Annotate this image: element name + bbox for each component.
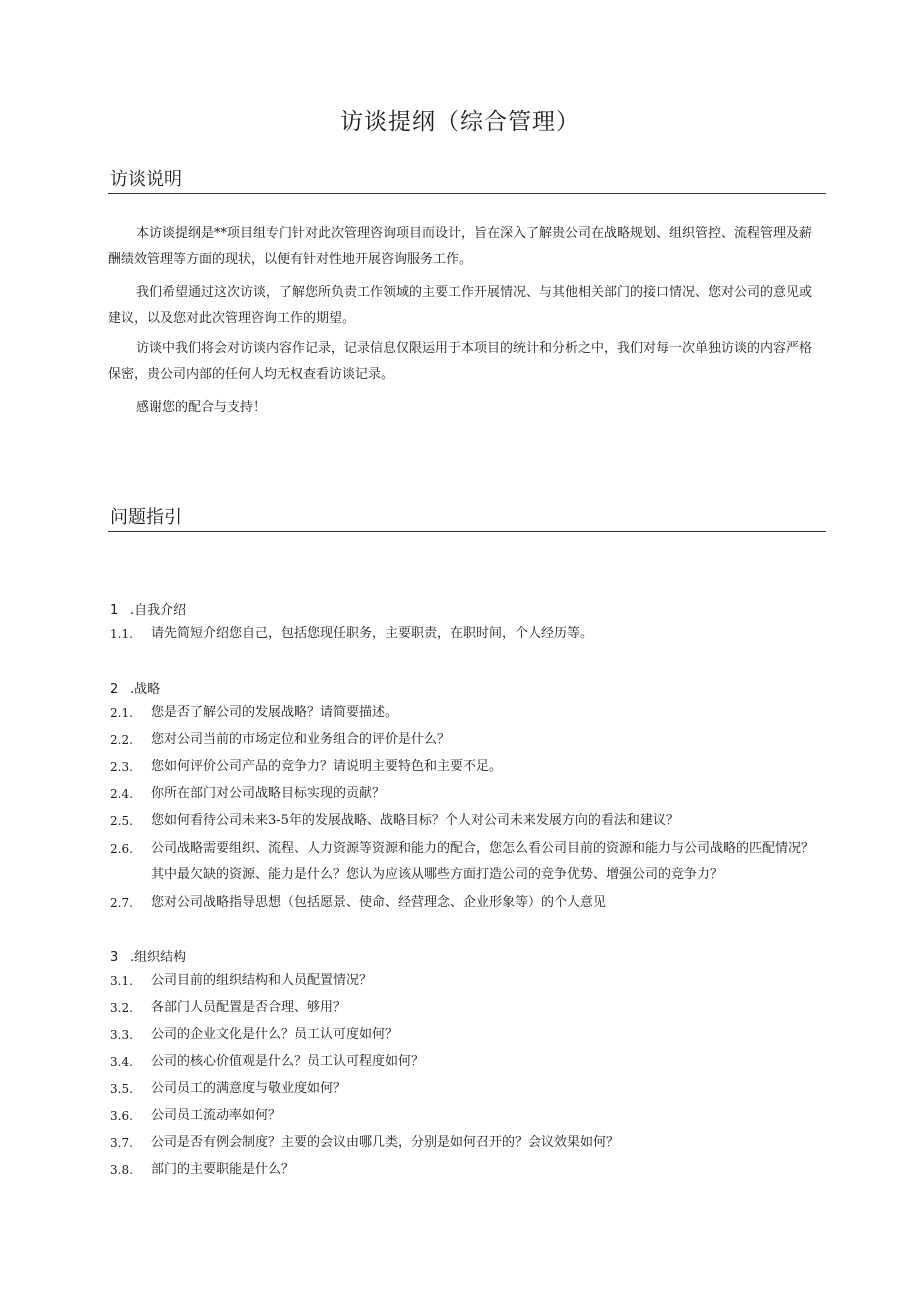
question-number: 3.1. bbox=[110, 974, 133, 988]
question-text: 公司目前的组织结构和人员配置情况？ bbox=[151, 973, 373, 988]
section-heading-question-guide: 问题指引 bbox=[108, 506, 826, 532]
intro-paragraph: 访谈中我们将会对访谈内容作记录，记录信息仅限运用于本项目的统计和分析之中，我们对每一次单独访谈的内容严格保密，贵公司内部的任何人均无权查看访谈记录。 bbox=[108, 341, 813, 382]
question-text: 各部门人员配置是否合理、够用？ bbox=[151, 1000, 347, 1015]
question-item bbox=[110, 890, 824, 916]
question-item bbox=[110, 995, 824, 1021]
question-number: 1.1. bbox=[110, 627, 133, 641]
question-number: 3.2. bbox=[110, 1001, 133, 1015]
question-text: 您如何看待公司未来3-5年的发展战略、战略目标？个人对公司未来发展方向的看法和建议？ bbox=[151, 813, 679, 828]
question-text: 部门的主要职能是什么？ bbox=[151, 1162, 295, 1177]
group-number: 3 bbox=[110, 950, 119, 965]
question-number: 3.8. bbox=[110, 1163, 133, 1177]
question-number: 3.7. bbox=[110, 1136, 133, 1150]
question-text: 公司员工的满意度与敬业度如何？ bbox=[151, 1081, 347, 1096]
question-text: 请先简短介绍您自己，包括您现任职务，主要职责，在职时间，个人经历等。 bbox=[151, 626, 594, 641]
intro-paragraph: 本访谈提纲是**项目组专门针对此次管理咨询项目而设计，旨在深入了解贵公司在战略规划、组织管控、流程管理及薪酬绩效管理等方面的现状，以便有针对性地开展咨询服务工作。 bbox=[108, 226, 813, 267]
question-text: 您对公司当前的市场定位和业务组合的评价是什么？ bbox=[151, 732, 451, 747]
question-text: 公司是否有例会制度？主要的会议由哪几类，分别是如何召开的？会议效果如何？ bbox=[151, 1135, 620, 1150]
group-label: .组织结构 bbox=[130, 950, 187, 965]
question-group-title bbox=[110, 599, 186, 618]
question-text: 公司战略需要组织、流程、人力资源等资源和能力的配合，您怎么看公司目前的资源和能力与公司战略的匹配情况？其中最欠缺的资源、能力是什么？您认为应该从哪些方面打造公司的竞争优势、增强公司的竞争力？ bbox=[151, 841, 815, 882]
question-item bbox=[110, 808, 824, 834]
question-number: 2.4. bbox=[110, 787, 133, 801]
question-number: 2.6. bbox=[110, 842, 133, 856]
question-text: 您对公司战略指导思想（包括愿景、使命、经营理念、企业形象等）的个人意见 bbox=[151, 895, 607, 910]
question-number: 2.1. bbox=[110, 706, 133, 720]
question-text: 公司员工流动率如何？ bbox=[151, 1108, 282, 1123]
group-label: .战略 bbox=[130, 682, 161, 697]
question-number: 3.6. bbox=[110, 1109, 133, 1123]
question-item bbox=[110, 1076, 824, 1102]
question-number: 3.4. bbox=[110, 1055, 133, 1069]
question-text: 公司的企业文化是什么？员工认可度如何？ bbox=[151, 1027, 399, 1042]
group-number: 2 bbox=[110, 682, 119, 697]
question-text: 您如何评价公司产品的竞争力？请说明主要特色和主要不足。 bbox=[151, 759, 503, 774]
question-number: 2.7. bbox=[110, 896, 133, 910]
group-number: 1 bbox=[110, 603, 119, 618]
question-group-title bbox=[110, 678, 160, 697]
question-item bbox=[110, 1049, 824, 1075]
question-item bbox=[110, 1130, 824, 1156]
question-number: 3.5. bbox=[110, 1082, 133, 1096]
question-number: 3.3. bbox=[110, 1028, 133, 1042]
intro-paragraph: 我们希望通过这次访谈，了解您所负责工作领域的主要工作开展情况、与其他相关部门的接口情况、您对公司的意见或建议，以及您对此次管理咨询工作的期望。 bbox=[108, 285, 813, 326]
question-number: 2.2. bbox=[110, 733, 133, 747]
question-item bbox=[110, 781, 824, 807]
question-text: 你所在部门对公司战略目标实现的贡献？ bbox=[151, 786, 386, 801]
question-text: 公司的核心价值观是什么？员工认可程度如何？ bbox=[151, 1054, 425, 1069]
question-item bbox=[110, 968, 824, 994]
section-heading-interview-notes: 访谈说明 bbox=[108, 168, 826, 194]
document-title: 访谈提纲（综合管理） bbox=[340, 109, 580, 135]
question-item bbox=[110, 621, 824, 647]
group-label: .自我介绍 bbox=[130, 603, 187, 618]
question-item bbox=[110, 1103, 824, 1129]
question-text: 您是否了解公司的发展战略？请简要描述。 bbox=[151, 705, 399, 720]
question-item bbox=[110, 727, 824, 753]
question-number: 2.5. bbox=[110, 814, 133, 828]
question-item bbox=[110, 754, 824, 780]
question-item bbox=[110, 836, 824, 888]
question-item bbox=[110, 1157, 824, 1183]
intro-paragraph: 感谢您的配合与支持！ bbox=[136, 400, 267, 415]
question-number: 2.3. bbox=[110, 760, 133, 774]
question-group-title bbox=[110, 946, 186, 965]
question-item bbox=[110, 1022, 824, 1048]
question-item bbox=[110, 700, 824, 726]
